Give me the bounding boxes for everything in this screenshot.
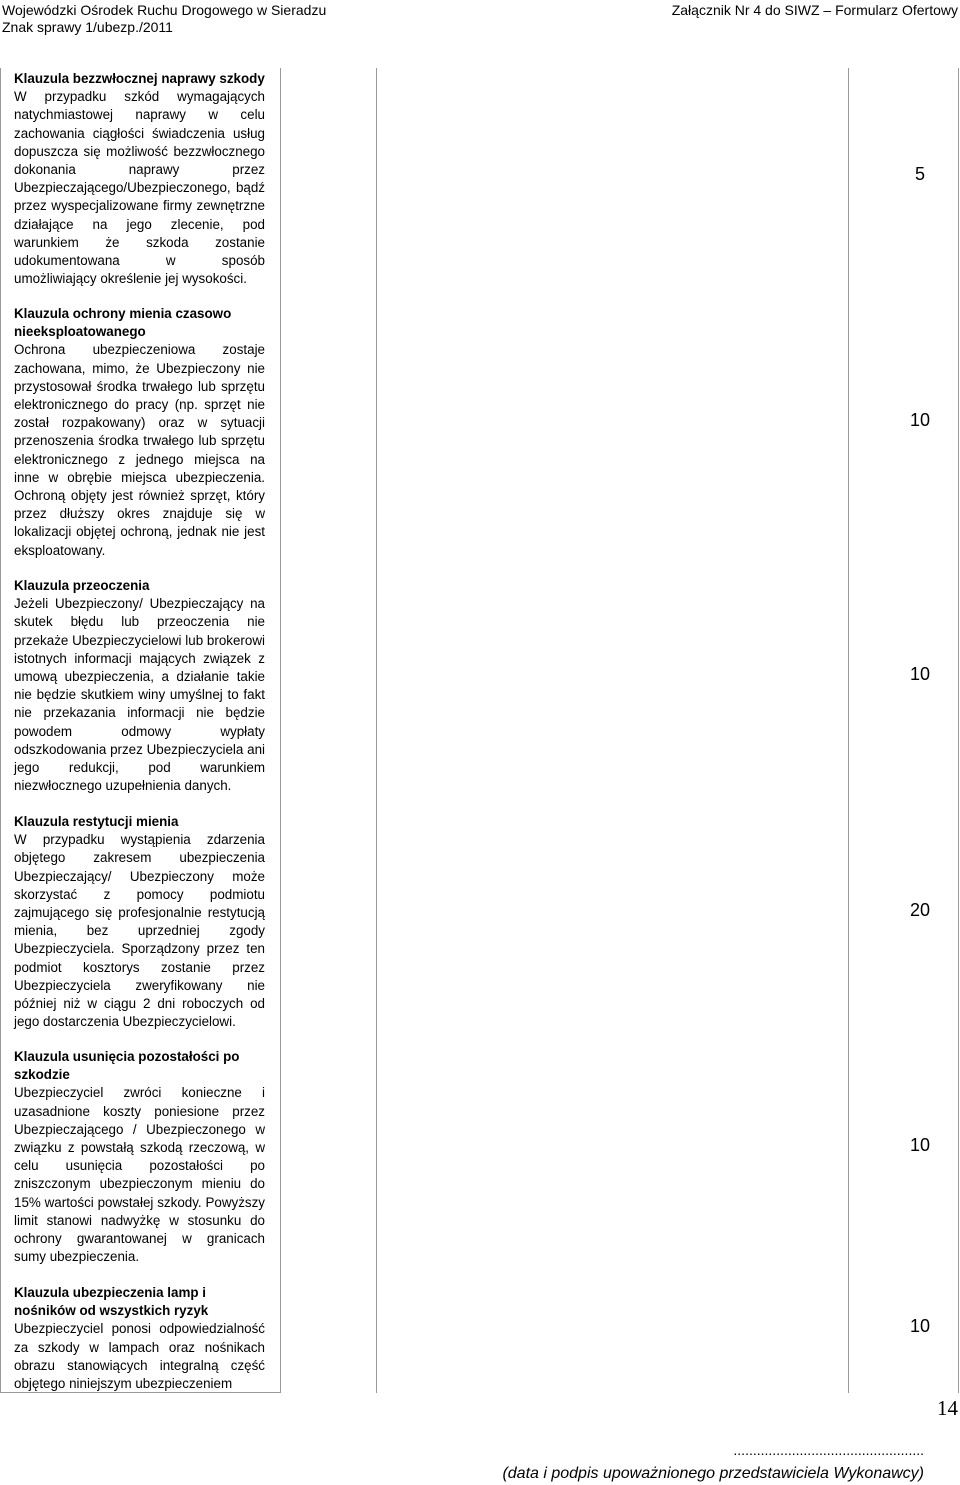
clause-points: 10 xyxy=(909,1135,931,1155)
page-number: 14 xyxy=(937,1396,958,1420)
clause-points: 5 xyxy=(914,164,925,184)
clause-points: 10 xyxy=(909,1316,931,1336)
clause-oversight xyxy=(14,577,265,795)
signature-caption: (data i podpis upoważnionego przedstawiciela Wykonawcy) xyxy=(502,1465,924,1482)
clause-title: Klauzula ubezpieczenia lamp i nośników od wszystkich ryzyk xyxy=(14,1285,209,1319)
signature-dots: ................................................. xyxy=(733,1442,924,1458)
clause-title: Klauzula przeoczenia xyxy=(14,578,150,593)
clause-body: W przypadku szkód wymagających natychmiastowej naprawy w celu zachowania ciągłości świadczenia usług dopuszcza się możliwość bezzwłocznego dokonania naprawy przez Ubezpieczającego/Ubezpieczonego, bądź przez wyspecjalizowane firmy zewnętrzne działające na jego zlecenie, pod warunkiem że szkoda zostanie udokumentowana w sposób umożliwiający określenie jej wysokości. xyxy=(14,89,265,287)
clause-title: Klauzula usunięcia pozostałości po szkodzie xyxy=(14,1049,240,1083)
header-left xyxy=(2,2,326,36)
table-border-mid3 xyxy=(848,68,849,1393)
clause-lamps-carriers xyxy=(14,1284,265,1393)
clause-body: Ochrona ubezpieczeniowa zostaje zachowana, mimo, że Ubezpieczony nie przystosował środka trwałego lub sprzętu elektronicznego do pracy (np. sprzęt nie został rozpakowany) oraz w sytuacji przenoszenia środka trwałego lub sprzętu elektronicznego z jednego miejsca na inne w obrębie miejsca ubezpieczenia. Ochroną objęty jest również sprzęt, który przez dłuższy okres znajduje się w lokalizacji objętej ochroną, jednak nie jest eksploatowany. xyxy=(14,342,265,558)
clause-body: Ubezpieczyciel ponosi odpowiedzialność za szkody w lampach oraz nośnikach obrazu stanowiących integralną część objętego niniejszym ubezpieczeniem xyxy=(14,1321,265,1392)
table-border-right xyxy=(958,68,959,1393)
clause-points: 10 xyxy=(909,664,931,684)
clause-body: Jeżeli Ubezpieczony/ Ubezpieczający na skutek błędu lub przeoczenia nie przekaże Ubezpieczycielowi lub brokerowi istotnych informacji mających związek z umową ubezpieczenia, a działanie takie nie będzie skutkiem winy umyślnej to fakt nie przekazania informacji nie będzie powodem odmowy wypłaty odszkodowania przez Ubezpieczyciela ani jego redukcji, pod warunkiem niezwłocznego uzupełnienia danych. xyxy=(14,596,265,794)
clause-immediate-repair xyxy=(14,70,265,288)
clauses-table xyxy=(0,68,960,1393)
header-case-number: Znak sprawy 1/ubezp./2011 xyxy=(2,19,173,35)
table-border-mid2 xyxy=(376,68,377,1393)
clause-points: 10 xyxy=(909,410,931,430)
clause-debris-removal xyxy=(14,1048,265,1266)
clause-idle-property xyxy=(14,305,265,560)
clause-title: Klauzula restytucji mienia xyxy=(14,814,179,829)
table-border-left xyxy=(0,68,1,1393)
header-organization: Wojewódzki Ośrodek Ruchu Drogowego w Sieradzu xyxy=(2,2,327,18)
clause-points: 20 xyxy=(909,900,931,920)
clause-title: Klauzula bezzwłocznej naprawy szkody xyxy=(14,71,265,86)
clause-body: Ubezpieczyciel zwróci konieczne i uzasadnione koszty poniesione przez Ubezpieczającego / Ubezpieczonego w związku z powstałą szkodą rzeczową, w celu usunięcia pozostałości po zniszczonym ubezpieczonym mieniu do 15% wartości powstałej szkody. Powyższy limit stanowi nadwyżkę w stosunku do ochrony gwarantowanej w granicach sumy ubezpieczenia. xyxy=(14,1085,265,1265)
table-border-mid1 xyxy=(280,68,281,1393)
page-header xyxy=(0,0,960,42)
clause-restitution xyxy=(14,813,265,1031)
clause-title: Klauzula ochrony mienia czasowo nieeksploatowanego xyxy=(14,306,232,340)
clause-body: W przypadku wystąpienia zdarzenia objętego zakresem ubezpieczenia Ubezpieczający/ Ubezpieczony może skorzystać z pomocy podmiotu zajmującego się profesjonalnie restytucją mienia, bez uprzedniej zgody Ubezpieczyciela. Sporządzony przez ten podmiot kosztorys zostanie przez Ubezpieczyciela zweryfikowany nie później niż w ciągu 2 dni roboczych od jego dostarczenia Ubezpieczycielowi. xyxy=(14,832,265,1030)
header-annex: Załącznik Nr 4 do SIWZ – Formularz Ofertowy xyxy=(671,2,958,18)
